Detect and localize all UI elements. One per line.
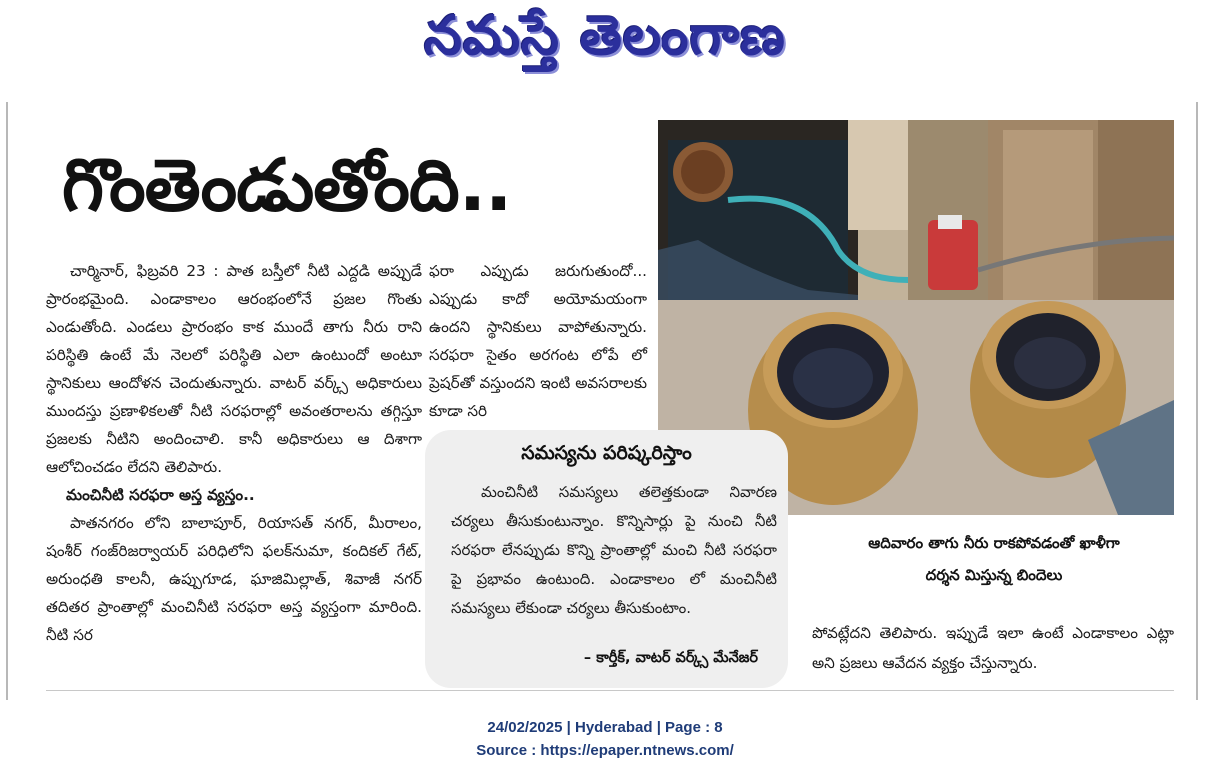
quote-body (451, 478, 777, 623)
article-paragraph: ఫరా ఎప్పుడు జరుగుతుందో... ఎప్పుడు కాదో అయోమయంగా ఉందని స్థానికులు వాపోతున్నారు. సరఫరా సైతం అరగంట లోపే లో ప్రెషర్‌తో వస్తుందని ఇంటి అవసరాలకు కూడా సరి (429, 262, 647, 420)
photo-caption-line-1: ఆదివారం తాగు నీరు రాకపోవడంతో ఖాళీగా (868, 534, 1120, 552)
article-column-3 (812, 618, 1174, 678)
quote-text: మంచినీటి సమస్యలు తలెత్తకుండా నివారణ చర్యలు తీసుకుంటున్నాం. కొన్నిసార్లు పై నుంచి నీటి సరఫరా లేనప్పుడు కొన్ని ప్రాంతాల్లో మంచి నీటి సరఫరా పై ప్రభావం ఉంటుంది. ఎండాకాలం లో మంచినీటి సమస్యలు లేకుండా చర్యలు తీసుకుంటాం. (451, 483, 777, 617)
article-column-1 (46, 257, 422, 649)
article-paragraph: పోవట్లేదని తెలిపారు. ఇప్పుడే ఇలా ఉంటే ఎండాకాలం ఎట్లా అని ప్రజలు ఆవేదన వ్యక్తం చేస్తున్నారు. (812, 624, 1174, 672)
photo-caption-line-2: దర్శన మిస్తున్న బిందెలు (925, 566, 1063, 584)
masthead (0, 0, 1210, 100)
footer-date-line: 24/02/2025 | Hyderabad | Page : 8 (487, 719, 723, 736)
quote-signature: – కార్తీక్, వాటర్ వర్క్స్ మేనేజర్ (583, 650, 758, 666)
article-paragraph: చార్మినార్, ఫిబ్రవరి 23 : పాత బస్తీలో నీటి ఎద్దడి అప్పుడే ప్రారంభమైంది. ఎండాకాలం ఆరంభంలోనే ప్రజల గొంతు ఎండుతోంది. ఎండలు ప్రారంభం కాక ముందే తాగు నీరు రాని పరిస్థితి ఉంటే మే నెలలో పరిస్థితి ఎలా ఉంటుందో అంటూ స్థానికులు ఆందోళన చెందుతున్నారు. వాటర్ వర్క్స్ అధికారులు ముందస్తు ప్రణాళికలతో నీటి సరఫరాల్లో అవంతరాలను తగ్గిస్తూ ప్రజలకు నీటిని అందించాలి. కానీ అధికారులు ఆ దిశాగా ఆలోచించడం లేదని తెలిపారు. (46, 262, 422, 476)
article-column-2 (429, 257, 647, 425)
quote-box (425, 430, 788, 688)
article-subhead: మంచినీటి సరఫరా అస్త వ్యస్తం.. (66, 486, 255, 504)
newspaper-logo: నమస్తే తెలంగాణ (424, 4, 786, 67)
footer-source-line: Source : https://epaper.ntnews.com/ (476, 742, 734, 759)
quote-title: సమస్యను పరిష్కరిస్తాం (521, 442, 692, 464)
frame-right-border (1196, 102, 1198, 700)
article-headline: గొంతెండుతోంది.. (62, 143, 512, 227)
bottom-divider (46, 690, 1174, 691)
frame-left-border (6, 102, 8, 700)
photo-caption (810, 527, 1178, 591)
article-paragraph: పాతనగరం లోని బాలాపూర్, రియాసత్ నగర్, మీరాలం, షంశీర్ గంజ్‌రిజర్వాయర్ పరిధిలోని ఫలక్‌నుమా, కందికల్ గేట్, అరుంధతి కాలనీ, ఉప్పుగూడ, ఘాజిమిల్లాత్, శివాజీ నగర్ తదితర ప్రాంతాల్లో మంచినీటి సరఫరా అస్త వ్యస్తంగా మారింది. నీటి సర (46, 514, 422, 644)
